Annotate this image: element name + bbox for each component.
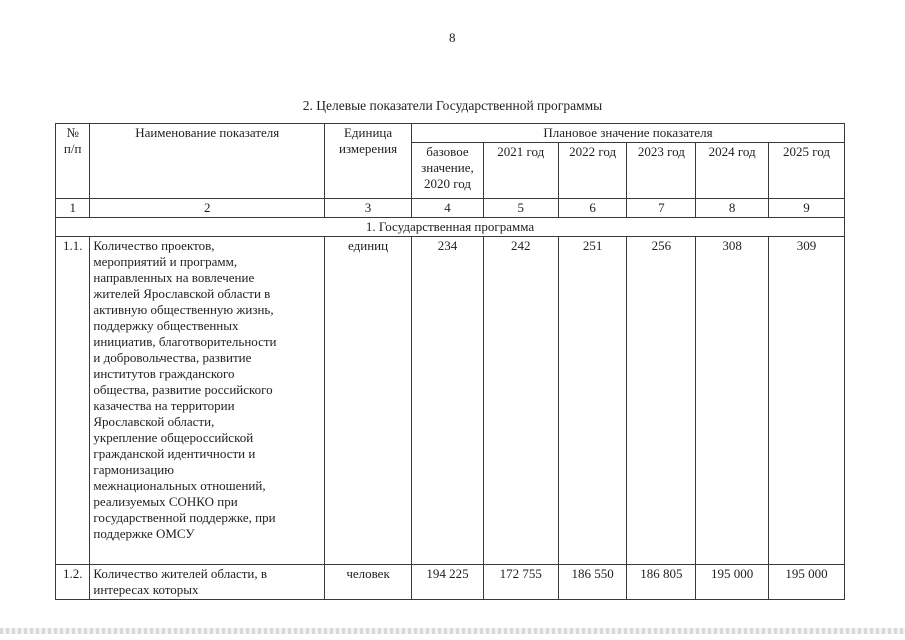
column-number: 1	[56, 199, 90, 218]
page-number: 8	[449, 30, 456, 45]
scan-edge-artifact	[0, 628, 905, 634]
row-num: 1.2.	[56, 565, 90, 600]
row-value-2024: 308	[696, 237, 769, 565]
column-number: 2	[90, 199, 325, 218]
row-indicator-name: Количество проектов, мероприятий и программ, направленных на вовлечение жителей Ярославской области в активную общественную жизнь, поддержку общественных инициатив, благотворительности и добровольчества, развитие институтов гражданского общества, развитие российского казачества на территории Ярославской области, укрепление общероссийской гражданской идентичности и гармонизацию межнациональных отношений, реализуемых СОНКО при государственной поддержке, при поддержке ОМСУ	[90, 237, 325, 565]
row-indicator-name: Количество жителей области, в интересах которых	[90, 565, 325, 600]
header-unit: Единица измерения	[325, 124, 412, 199]
header-name: Наименование показателя	[90, 124, 325, 199]
header-planned: Плановое значение показателя	[412, 124, 845, 143]
column-number: 7	[627, 199, 696, 218]
row-value-2025: 195 000	[769, 565, 845, 600]
row-value-2022: 186 550	[558, 565, 627, 600]
header-2021: 2021 год	[483, 143, 558, 199]
row-unit: единиц	[325, 237, 412, 565]
column-number: 9	[769, 199, 845, 218]
header-2023: 2023 год	[627, 143, 696, 199]
column-number: 5	[483, 199, 558, 218]
row-value-2023: 256	[627, 237, 696, 565]
section-title: 2. Целевые показатели Государственной программы	[302, 98, 603, 113]
column-number: 4	[412, 199, 484, 218]
row-value-2021: 242	[483, 237, 558, 565]
row-base-value: 234	[412, 237, 484, 565]
header-2025: 2025 год	[769, 143, 845, 199]
header-base: базовое значение, 2020 год	[412, 143, 484, 199]
row-value-2025: 309	[769, 237, 845, 565]
header-2022: 2022 год	[558, 143, 627, 199]
header-2024: 2024 год	[696, 143, 769, 199]
table-row	[56, 237, 845, 565]
header-num: № п/п	[56, 124, 90, 199]
column-number: 8	[696, 199, 769, 218]
header-row-top	[56, 124, 845, 143]
column-number-row	[56, 199, 845, 218]
table-row	[56, 565, 845, 600]
row-value-2021: 172 755	[483, 565, 558, 600]
program-title: 1. Государственная программа	[56, 218, 845, 237]
row-base-value: 194 225	[412, 565, 484, 600]
column-number: 3	[325, 199, 412, 218]
row-num: 1.1.	[56, 237, 90, 565]
column-number: 6	[558, 199, 627, 218]
row-value-2023: 186 805	[627, 565, 696, 600]
row-value-2022: 251	[558, 237, 627, 565]
row-unit: человек	[325, 565, 412, 600]
row-value-2024: 195 000	[696, 565, 769, 600]
program-title-row	[56, 218, 845, 237]
indicators-table	[55, 123, 845, 600]
